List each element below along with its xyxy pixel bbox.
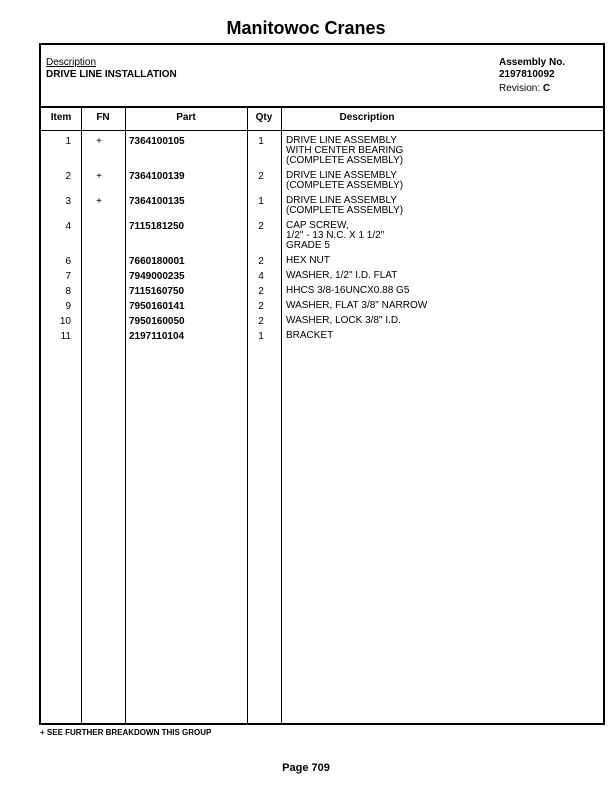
quantity: 2 bbox=[258, 286, 264, 297]
part-description bbox=[286, 301, 586, 311]
quantity: 1 bbox=[258, 196, 264, 207]
quantity: 2 bbox=[258, 301, 264, 312]
description-line: (COMPLETE ASSEMBLY) bbox=[286, 205, 404, 216]
revision-value: C bbox=[542, 83, 551, 94]
fn-marker: + bbox=[96, 171, 102, 182]
column-header-part: Part bbox=[176, 112, 196, 123]
quantity: 2 bbox=[258, 256, 264, 267]
part-number: 7115160750 bbox=[129, 286, 185, 297]
part-description bbox=[286, 196, 586, 216]
revision-label: Revision: bbox=[499, 83, 541, 94]
column-header-description: Description bbox=[339, 112, 395, 123]
part-description bbox=[286, 316, 586, 326]
part-description bbox=[286, 221, 586, 251]
part-description bbox=[286, 256, 586, 266]
description-line: BRACKET bbox=[286, 330, 334, 341]
part-description bbox=[286, 331, 586, 341]
assembly-number: 2197810092 bbox=[499, 69, 555, 80]
fn-marker: + bbox=[96, 196, 102, 207]
part-number: 7364100139 bbox=[129, 171, 185, 182]
part-number: 2197110104 bbox=[129, 331, 185, 342]
item-number: 9 bbox=[65, 301, 71, 312]
description-line: (COMPLETE ASSEMBLY) bbox=[286, 155, 404, 166]
description-line: WASHER, FLAT 3/8" NARROW bbox=[286, 300, 428, 311]
description-line: DRIVE LINE ASSEMBLY bbox=[286, 170, 397, 181]
part-description bbox=[286, 136, 586, 166]
revision bbox=[499, 83, 550, 94]
description-line: DRIVE LINE ASSEMBLY bbox=[286, 195, 397, 206]
description-line: WASHER, 1/2" I.D. FLAT bbox=[286, 270, 398, 281]
description-line: WASHER, LOCK 3/8" I.D. bbox=[286, 315, 401, 326]
part-description bbox=[286, 271, 586, 281]
assembly-label: Assembly No. bbox=[499, 57, 566, 68]
parts-list-frame bbox=[39, 43, 605, 725]
footnote: + SEE FURTHER BREAKDOWN THIS GROUP bbox=[40, 728, 212, 737]
item-number: 4 bbox=[65, 221, 71, 232]
description-line: CAP SCREW, bbox=[286, 220, 349, 231]
quantity: 2 bbox=[258, 316, 264, 327]
column-header-qty: Qty bbox=[255, 112, 273, 123]
page-title: Manitowoc Cranes bbox=[226, 18, 386, 38]
description-line: HHCS 3/8-16UNCX0.88 G5 bbox=[286, 285, 410, 296]
item-number: 7 bbox=[65, 271, 71, 282]
description-line: 1/2" - 13 N.C. X 1 1/2" bbox=[286, 230, 385, 241]
page-number: Page 709 bbox=[282, 762, 330, 774]
column-divider bbox=[125, 106, 126, 723]
part-number: 7949000235 bbox=[129, 271, 185, 282]
item-number: 6 bbox=[65, 256, 71, 267]
quantity: 4 bbox=[258, 271, 264, 282]
column-header-item: Item bbox=[50, 112, 72, 123]
part-number: 7950160141 bbox=[129, 301, 185, 312]
item-number: 10 bbox=[59, 316, 71, 327]
description-value: DRIVE LINE INSTALLATION bbox=[46, 69, 177, 80]
column-header-fn: FN bbox=[96, 112, 110, 123]
description-line: WITH CENTER BEARING bbox=[286, 145, 404, 156]
quantity: 2 bbox=[258, 221, 264, 232]
fn-marker: + bbox=[96, 136, 102, 147]
item-number: 3 bbox=[65, 196, 71, 207]
description-line: GRADE 5 bbox=[286, 240, 330, 251]
item-number: 2 bbox=[65, 171, 71, 182]
part-description bbox=[286, 286, 586, 296]
assembly-header bbox=[41, 45, 603, 108]
description-line: DRIVE LINE ASSEMBLY bbox=[286, 135, 397, 146]
item-number: 8 bbox=[65, 286, 71, 297]
quantity: 1 bbox=[258, 136, 264, 147]
column-divider bbox=[281, 106, 282, 723]
part-description bbox=[286, 171, 586, 191]
quantity: 2 bbox=[258, 171, 264, 182]
quantity: 1 bbox=[258, 331, 264, 342]
item-number: 11 bbox=[60, 331, 71, 342]
part-number: 7660180001 bbox=[129, 256, 185, 267]
description-line: HEX NUT bbox=[286, 255, 330, 266]
part-number: 7364100135 bbox=[129, 196, 185, 207]
description-line: (COMPLETE ASSEMBLY) bbox=[286, 180, 404, 191]
item-number: 1 bbox=[65, 136, 71, 147]
part-number: 7950160050 bbox=[129, 316, 185, 327]
part-number: 7364100105 bbox=[129, 136, 185, 147]
description-label: Description bbox=[46, 57, 97, 68]
part-number: 7115181250 bbox=[129, 221, 185, 232]
